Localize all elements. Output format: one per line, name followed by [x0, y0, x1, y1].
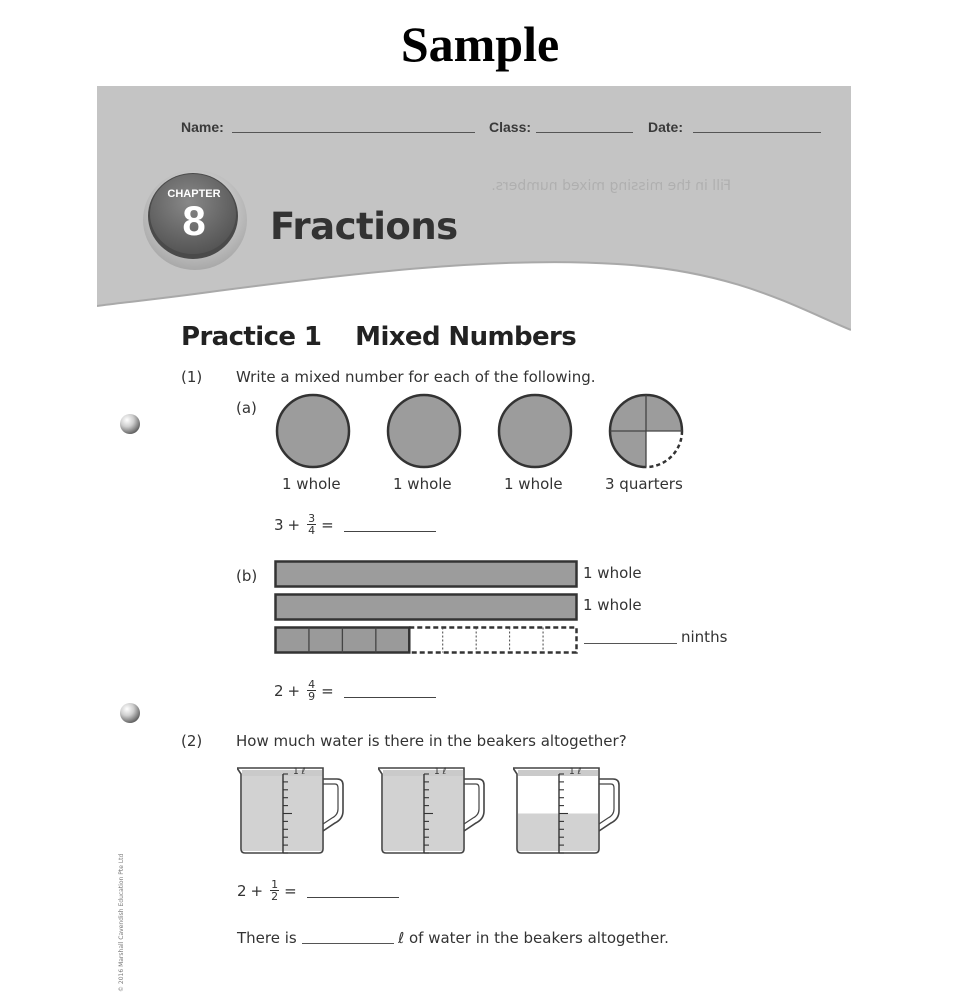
- beaker-scale-label: 1 ℓ: [434, 767, 447, 777]
- equals-sign: =: [321, 515, 334, 534]
- beaker-1: [237, 765, 349, 857]
- fraction: [307, 513, 316, 536]
- answer-sentence-suffix: ℓ of water in the beakers altogether.: [398, 929, 669, 947]
- question-1-prompt: Write a mixed number for each of the following.: [236, 368, 596, 386]
- circle-caption: 1 whole: [282, 475, 341, 493]
- answer-blank-a[interactable]: [344, 517, 436, 532]
- bar-models: [274, 560, 580, 655]
- circle-1-whole: [277, 395, 349, 467]
- name-field[interactable]: [232, 132, 475, 133]
- beaker-2: [378, 765, 490, 857]
- beaker-handle: [599, 779, 619, 831]
- numerator: 4: [308, 678, 316, 691]
- name-label: Name:: [181, 119, 224, 135]
- bar-whole-1: [276, 562, 577, 587]
- date-label: Date:: [648, 119, 684, 135]
- binder-hole: [120, 703, 140, 723]
- beaker-scale-label: 1 ℓ: [569, 767, 582, 777]
- bar-whole-2: [276, 595, 577, 620]
- equation-q2: [237, 879, 399, 902]
- part-b-label: (b): [236, 567, 258, 585]
- part-a-label: (a): [236, 399, 257, 417]
- water: [383, 776, 463, 851]
- beaker-3: [513, 765, 625, 857]
- equals-sign: =: [284, 881, 297, 900]
- fraction-circles: [270, 393, 690, 473]
- bar-caption: ninths: [681, 628, 728, 646]
- beaker-handle: [323, 779, 343, 831]
- equation-a: [274, 513, 436, 536]
- chapter-number: 8: [182, 197, 206, 244]
- circle-caption: 1 whole: [393, 475, 452, 493]
- water: [242, 776, 322, 851]
- water: [518, 814, 598, 852]
- svg-text:Fill in the missing mixed numb: Fill in the missing mixed numbers.: [491, 178, 731, 194]
- beaker-scale-label: 1 ℓ: [293, 767, 306, 777]
- numerator: 3: [308, 512, 316, 525]
- plus-sign: +: [287, 515, 301, 534]
- chapter-badge: [141, 168, 251, 272]
- beaker-handle-inner: [323, 784, 338, 824]
- practice-title: Practice 1 Mixed Numbers: [181, 322, 577, 352]
- denominator: 2: [271, 890, 279, 903]
- equals-sign: =: [321, 681, 334, 700]
- denominator: 4: [308, 524, 316, 537]
- question-1-number: (1): [181, 368, 203, 386]
- answer-blank-b[interactable]: [344, 683, 436, 698]
- sample-banner-title: Sample: [400, 16, 560, 72]
- circle-3-whole: [499, 395, 571, 467]
- numerator: 1: [271, 878, 279, 891]
- chapter-word: CHAPTER: [167, 188, 221, 200]
- bar-ninths: [276, 628, 577, 653]
- question-2-number: (2): [181, 732, 203, 750]
- equation-whole: 3: [274, 515, 284, 534]
- beaker-handle-inner: [464, 784, 479, 824]
- circle-caption: 1 whole: [504, 475, 563, 493]
- plus-sign: +: [287, 681, 301, 700]
- equation-whole: 2: [274, 681, 284, 700]
- beaker-handle-inner: [599, 784, 614, 824]
- fraction: [270, 879, 279, 902]
- rim-band: [242, 770, 322, 776]
- copyright-notice: © 2016 Marshall Cavendish Education Pte Ltd: [118, 853, 125, 992]
- denominator: 9: [308, 690, 316, 703]
- ninths-answer-blank[interactable]: [584, 643, 677, 644]
- class-field[interactable]: [536, 132, 633, 133]
- plus-sign: +: [250, 881, 264, 900]
- class-label: Class:: [489, 119, 532, 135]
- rim-band: [383, 770, 463, 776]
- answer-sentence-prefix: There is: [237, 929, 297, 947]
- equation-b: [274, 679, 436, 702]
- litres-answer-blank[interactable]: [302, 943, 394, 944]
- date-field[interactable]: [693, 132, 821, 133]
- chapter-title: Fractions: [270, 205, 458, 248]
- ninths-empty-outline: [409, 628, 576, 653]
- circle-caption: 3 quarters: [605, 475, 683, 493]
- binder-hole: [120, 414, 140, 434]
- question-2-prompt: How much water is there in the beakers altogether?: [236, 732, 627, 750]
- bar-caption: 1 whole: [583, 596, 642, 614]
- fraction: [307, 679, 316, 702]
- bar-caption: 1 whole: [583, 564, 642, 582]
- rim-band: [518, 770, 598, 776]
- answer-blank-q2[interactable]: [307, 883, 399, 898]
- equation-whole: 2: [237, 881, 247, 900]
- circle-2-whole: [388, 395, 460, 467]
- circle-3-quarters: [610, 395, 682, 467]
- beaker-handle: [464, 779, 484, 831]
